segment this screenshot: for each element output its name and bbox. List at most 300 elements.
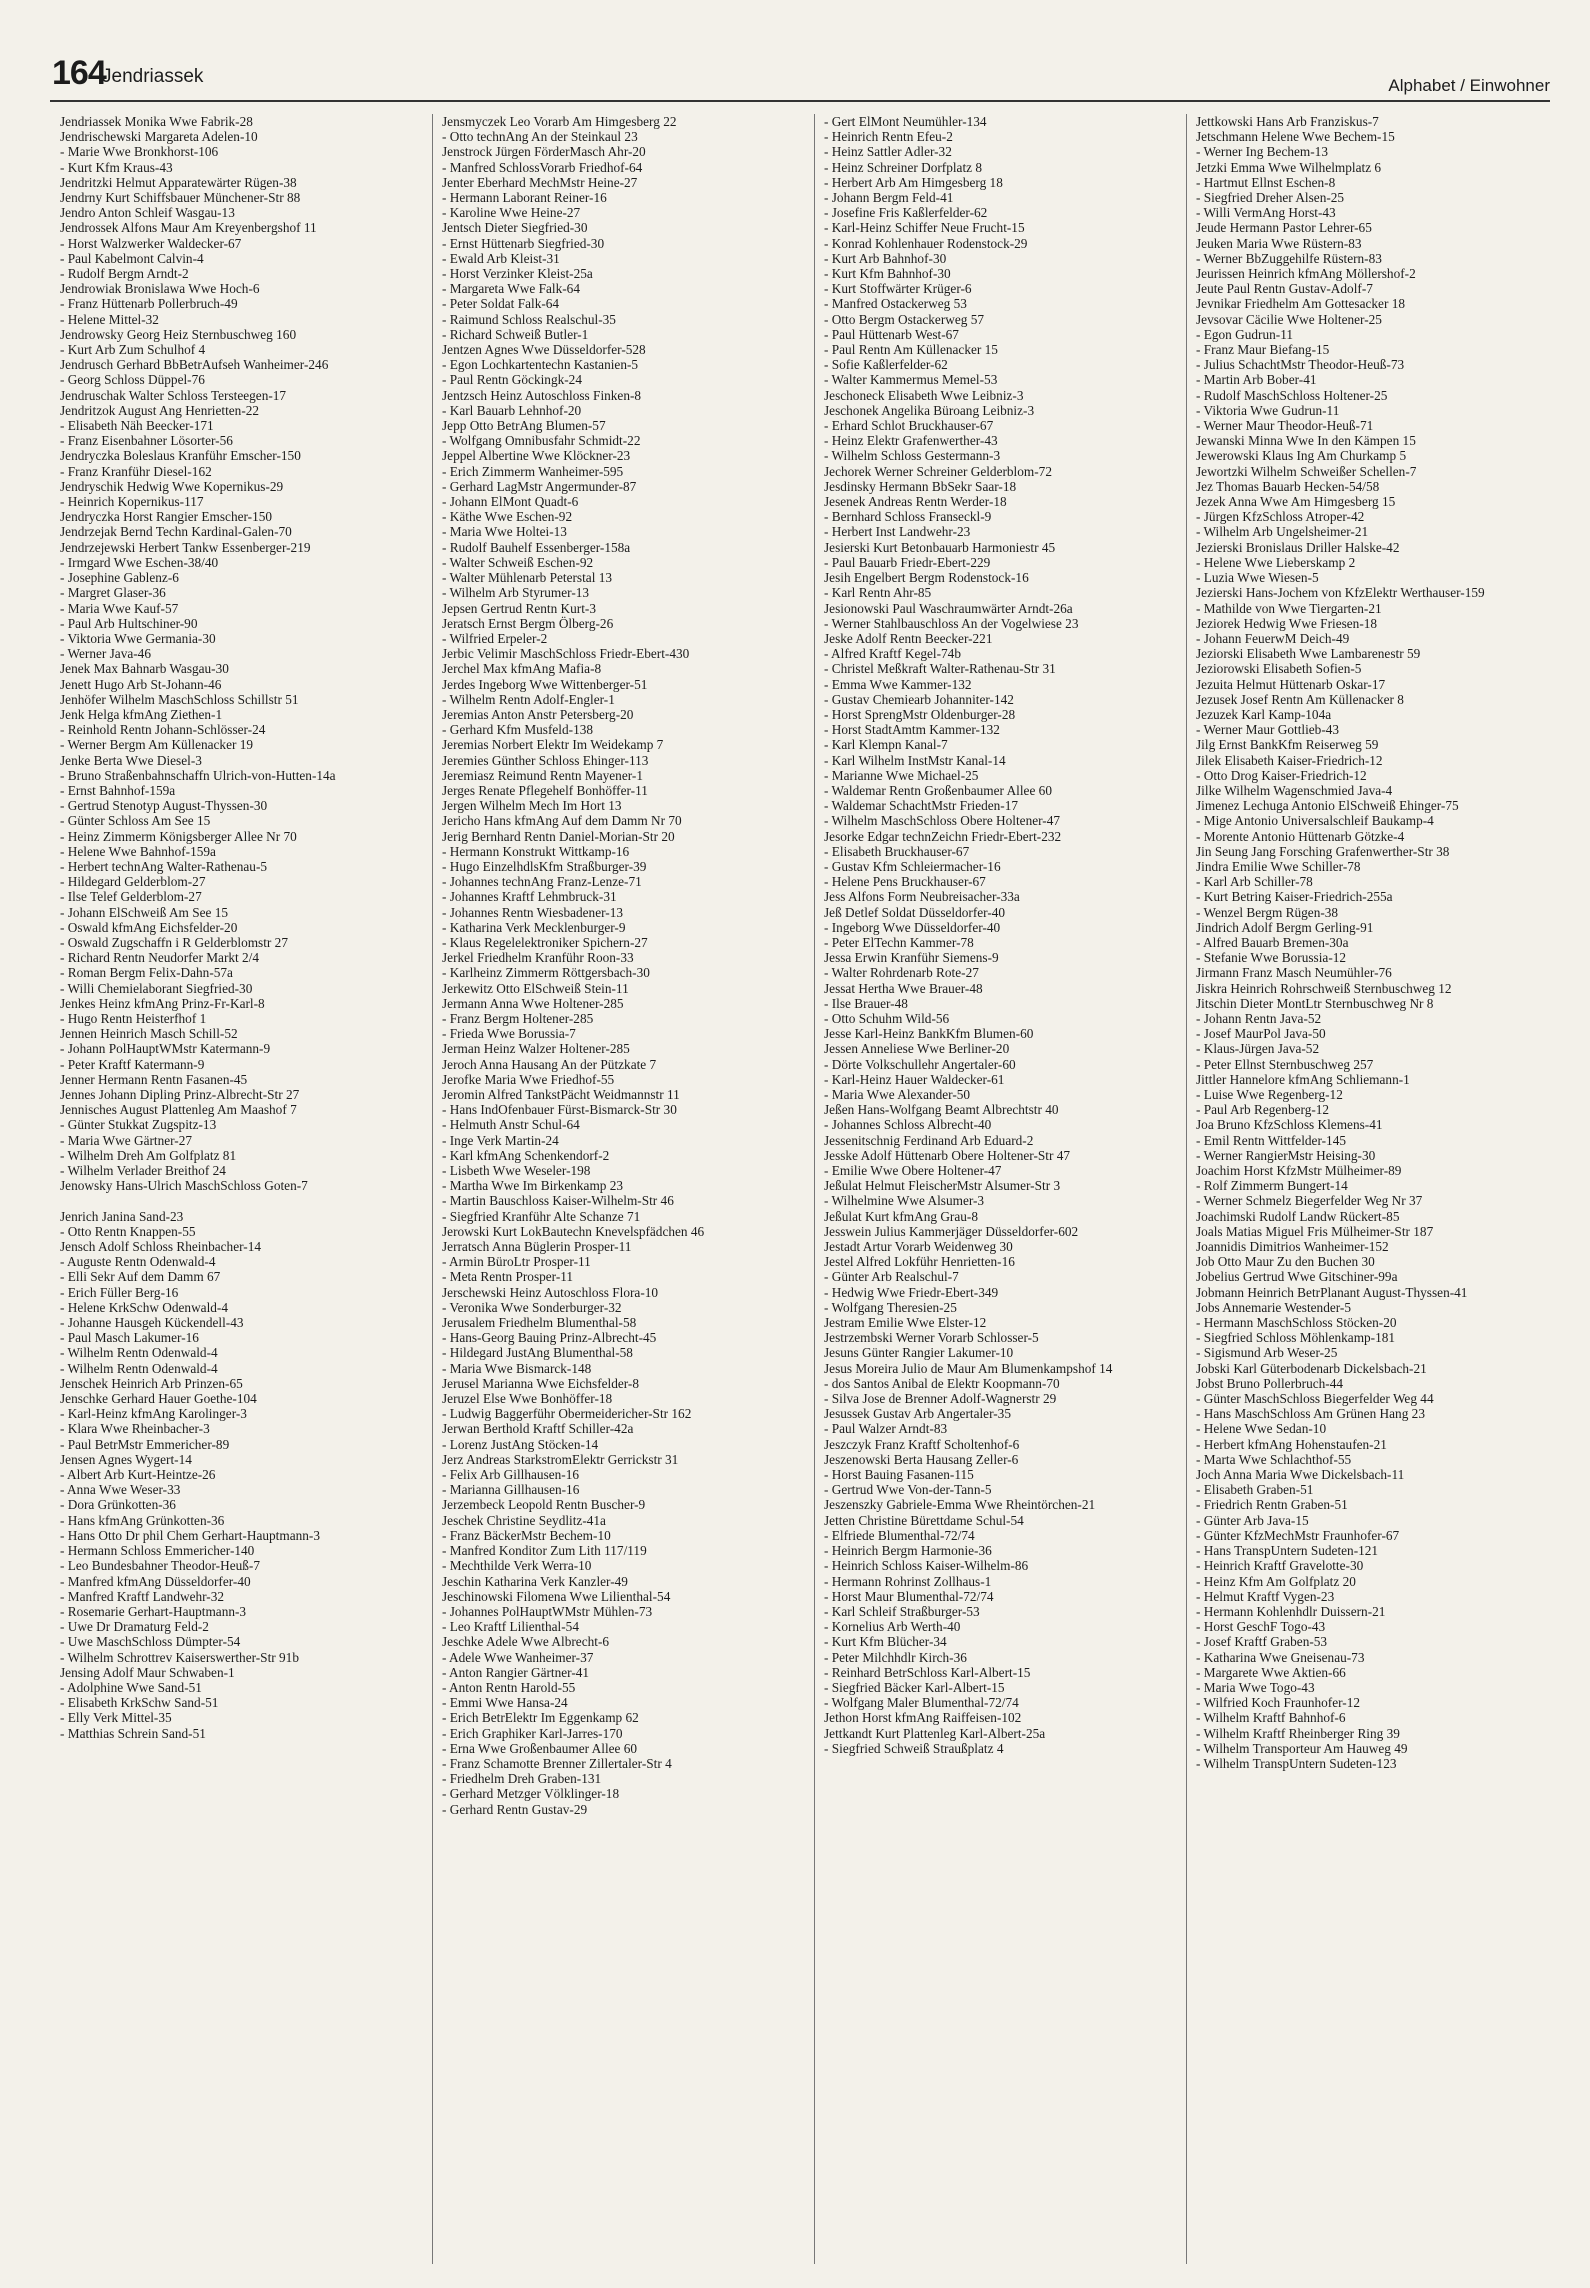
directory-entry: - Adolphine Wwe Sand-51 — [60, 1679, 202, 1695]
directory-entry: Jesus Moreira Julio de Maur Am Blumenkampshof 14 — [824, 1360, 1113, 1376]
directory-entry: Jeßulat Helmut FleischerMstr Alsumer-Str 3 — [824, 1178, 1061, 1194]
directory-entry: - Martin Arb Bober-41 — [1196, 372, 1317, 388]
directory-entry: Jenk Helga kfmAng Ziethen-1 — [60, 706, 223, 722]
directory-entry: Jendryczka Horst Rangier Emscher-150 — [60, 509, 273, 525]
directory-entry — [60, 1193, 416, 1208]
directory-entry: - Alfred Kraftf Kegel-74b — [824, 646, 961, 662]
directory-entry: Jeszenszky Gabriele-Emma Wwe Rheintörchen-21 — [824, 1497, 1096, 1513]
directory-entry: - Wilhelm MaschSchloss Obere Holtener-47 — [824, 813, 1061, 829]
directory-entry: - Sofie Kaßlerfelder-62 — [824, 357, 948, 373]
directory-entry: - Hermann Konstrukt Wittkamp-16 — [442, 843, 630, 859]
directory-entry: Jensing Adolf Maur Schwaben-1 — [60, 1664, 235, 1680]
directory-entry: - Werner Ing Bechem-13 — [1196, 144, 1328, 160]
directory-entry: - Irmgard Wwe Eschen-38/40 — [60, 554, 219, 570]
directory-entry: - Paul Masch Lakumer-16 — [60, 1330, 199, 1346]
directory-entry: - Martin Bauschloss Kaiser-Wilhelm-Str 46 — [442, 1193, 674, 1209]
directory-entry: Jez Thomas Bauarb Hecken-54/58 — [1196, 478, 1380, 494]
directory-entry: Jerusel Marianna Wwe Eichsfelder-8 — [442, 1375, 640, 1391]
directory-entry: - Paul Walzer Arndt-83 — [824, 1421, 948, 1437]
directory-entry: - Willi Chemielaborant Siegfried-30 — [60, 980, 253, 996]
directory-entry: - Käthe Wwe Eschen-92 — [442, 509, 573, 525]
directory-entry: - Rudolf Bauhelf Essenberger-158a — [442, 539, 631, 555]
directory-entry: Jittler Hannelore kfmAng Schliemann-1 — [1196, 1071, 1410, 1087]
directory-entry: - Gustav Kfm Schleiermacher-16 — [824, 858, 1001, 874]
directory-entry: - Katharina Verk Mecklenburger-9 — [442, 919, 626, 935]
directory-entry: Jentsch Dieter Siegfried-30 — [442, 220, 588, 236]
directory-entry: - Günter MaschSchloss Biegerfelder Weg 44 — [1196, 1391, 1434, 1407]
directory-entry: - Egon Gudrun-11 — [1196, 326, 1293, 342]
directory-entry: Jeßulat Kurt kfmAng Grau-8 — [824, 1208, 978, 1224]
directory-entry: - Peter Ellnst Sternbuschweg 257 — [1196, 1056, 1374, 1072]
directory-entry: - Mige Antonio Universalschleif Baukamp-4 — [1196, 813, 1434, 829]
directory-entry: - Wilhelmine Wwe Alsumer-3 — [824, 1193, 985, 1209]
directory-entry: - Gertrud Wwe Von-der-Tann-5 — [824, 1482, 992, 1498]
directory-entry: Jettkowski Hans Arb Franziskus-7 — [1196, 114, 1379, 129]
directory-entry: - Armin BüroLtr Prosper-11 — [442, 1254, 591, 1270]
directory-entry: - Luise Wwe Regenberg-12 — [1196, 1087, 1343, 1102]
directory-entry: - Hedwig Wwe Friedr-Ebert-349 — [824, 1284, 999, 1300]
directory-entry: - Wilhelm Arb Ungelsheimer-21 — [1196, 524, 1369, 540]
directory-entry: - Karlheinz Zimmerm Röttgersbach-30 — [442, 965, 650, 981]
directory-entry: - Erna Wwe Großenbaumer Allee 60 — [442, 1740, 638, 1756]
directory-entry: Jerusalem Friedhelm Blumenthal-58 — [442, 1315, 637, 1331]
directory-entry: Jetschmann Helene Wwe Bechem-15 — [1196, 129, 1395, 145]
directory-entry: - Karl Rentn Ahr-85 — [824, 585, 932, 601]
directory-entry: - Maria Wwe Bismarck-148 — [442, 1360, 592, 1376]
directory-entry: Jepp Otto BetrAng Blumen-57 — [442, 418, 606, 434]
directory-entry: - Reinhold Rentn Johann-Schlösser-24 — [60, 722, 266, 738]
directory-entry: - Inge Verk Martin-24 — [442, 1132, 559, 1148]
directory-entry: - Stefanie Wwe Borussia-12 — [1196, 950, 1347, 966]
directory-entry: Jerchel Max kfmAng Mafia-8 — [442, 661, 602, 677]
directory-entry: - Siegfried Bäcker Karl-Albert-15 — [824, 1679, 1005, 1695]
directory-entry: - Werner BbZuggehilfe Rüstern-83 — [1196, 250, 1382, 266]
directory-entry: - Horst StadtAmtm Kammer-132 — [824, 722, 1000, 738]
directory-entry: Jesuns Günter Rangier Lakumer-10 — [824, 1345, 1014, 1361]
directory-entry: - Herbert technAng Walter-Rathenau-5 — [60, 858, 268, 874]
directory-entry: - Hermann Kohlenhdlr Duissern-21 — [1196, 1603, 1386, 1619]
directory-entry: - Walter Kammermus Memel-53 — [824, 372, 998, 388]
directory-entry: Jendriassek Monika Wwe Fabrik-28 — [60, 114, 253, 129]
directory-entry: - Maria Wwe Togo-43 — [1196, 1679, 1315, 1695]
directory-entry: Jendrowiak Bronislawa Wwe Hoch-6 — [60, 281, 260, 297]
directory-entry: - Gert ElMont Neumühler-134 — [824, 114, 987, 129]
directory-entry: - Hermann Laborant Reiner-16 — [442, 190, 607, 206]
directory-entry: - Helene Wwe Sedan-10 — [1196, 1421, 1327, 1437]
directory-entry: - Horst GeschF Togo-43 — [1196, 1619, 1326, 1635]
directory-entry: Jenrich Janina Sand-23 — [60, 1208, 184, 1224]
directory-entry: Jerkel Friedhelm Kranführ Roon-33 — [442, 950, 634, 966]
directory-entry: Jendryczka Boleslaus Kranführ Emscher-150 — [60, 448, 301, 464]
directory-entry: Jenowsky Hans-Ulrich MaschSchloss Goten-7 — [60, 1178, 308, 1194]
directory-entry: - Hugo Rentn Heisterfhof 1 — [60, 1010, 207, 1026]
directory-entry: - Johannes Schloss Albrecht-40 — [824, 1117, 992, 1133]
directory-entry: - Siegfried Dreher Alsen-25 — [1196, 190, 1345, 206]
directory-entry: Joa Bruno KfzSchloss Klemens-41 — [1196, 1117, 1383, 1133]
directory-entry: - Wolfgang Maler Blumenthal-72/74 — [824, 1695, 1019, 1711]
directory-entry: - Wilhelm Rentn Odenwald-4 — [60, 1345, 218, 1361]
directory-entry: - Wilfried Koch Fraunhofer-12 — [1196, 1695, 1361, 1711]
directory-entry: - Johanne Hausgeh Kückendell-43 — [60, 1315, 244, 1331]
directory-entry: - Johann ElSchweiß Am See 15 — [60, 904, 229, 920]
section-label: Alphabet / Einwohner — [1388, 76, 1550, 95]
directory-entry: - Johann FeuerwM Deich-49 — [1196, 630, 1350, 646]
directory-entry: Jerzembeck Leopold Rentn Buscher-9 — [442, 1497, 646, 1513]
directory-entry: - Peter ElTechn Kammer-78 — [824, 934, 974, 950]
directory-entry: - Rosemarie Gerhart-Hauptmann-3 — [60, 1603, 247, 1619]
directory-entry: Jin Seung Jang Forsching Grafenwerther-Str 38 — [1196, 843, 1450, 859]
directory-entry: Jess Alfons Form Neubreisacher-33a — [824, 889, 1020, 905]
directory-entry: - Elisabeth KrkSchw Sand-51 — [60, 1695, 219, 1711]
directory-entry: - Walter Schweiß Eschen-92 — [442, 554, 594, 570]
directory-entry: - Paul Kabelmont Calvin-4 — [60, 250, 204, 266]
directory-entry: - Paul Arb Regenberg-12 — [1196, 1102, 1330, 1118]
directory-entry: Jitschin Dieter MontLtr Sternbuschweg Nr 8 — [1196, 995, 1434, 1011]
directory-entry: Joannidis Dimitrios Wanheimer-152 — [1196, 1239, 1389, 1255]
directory-entry: Jezierski Hans-Jochem von KfzElektr Werthauser-159 — [1196, 585, 1485, 601]
directory-entry: - Walter Mühlenarb Peterstal 13 — [442, 570, 613, 586]
directory-entry: - Auguste Rentn Odenwald-4 — [60, 1254, 216, 1270]
directory-entry: - Wilhelm TranspUntern Sudeten-123 — [1196, 1755, 1397, 1771]
directory-entry: Jezierski Bronislaus Driller Halske-42 — [1196, 539, 1400, 555]
directory-entry: - Heinz Kfm Am Golfplatz 20 — [1196, 1573, 1356, 1589]
directory-entry: - Wilhelm Schrottrev Kaiserswerther-Str 91b — [60, 1649, 299, 1665]
directory-entry: - Peter Kraftf Katermann-9 — [60, 1056, 205, 1072]
directory-entry: - Maria Wwe Alexander-50 — [824, 1087, 971, 1102]
directory-entry: - Karl-Heinz kfmAng Karolinger-3 — [60, 1406, 247, 1422]
directory-entry: Jepsen Gertrud Rentn Kurt-3 — [442, 600, 596, 616]
directory-entry: - Karoline Wwe Heine-27 — [442, 205, 581, 221]
directory-entry: - Horst Maur Blumenthal-72/74 — [824, 1588, 994, 1604]
directory-entry: - Otto Drog Kaiser-Friedrich-12 — [1196, 767, 1367, 783]
directory-entry: - Ernst Bahnhof-159a — [60, 782, 176, 798]
directory-entry: - Kurt Arb Bahnhof-30 — [824, 250, 947, 266]
directory-entry: - Günter KfzMechMstr Fraunhofer-67 — [1196, 1527, 1400, 1543]
directory-entry: - Maria Wwe Kauf-57 — [60, 600, 179, 616]
directory-entry: Jessa Erwin Kranführ Siemens-9 — [824, 950, 999, 966]
directory-entry: - Hugo EinzelhdlsKfm Straßburger-39 — [442, 858, 647, 874]
directory-entry: - Morente Antonio Hüttenarb Götzke-4 — [1196, 828, 1405, 844]
directory-entry: - Hans Otto Dr phil Chem Gerhart-Hauptmann-3 — [60, 1527, 320, 1543]
directory-entry: - Konrad Kohlenhauer Rodenstock-29 — [824, 235, 1028, 251]
directory-entry: - Johannes PolHauptWMstr Mühlen-73 — [442, 1603, 653, 1619]
directory-entry: - Franz Maur Biefang-15 — [1196, 342, 1330, 358]
directory-entry: Jeß Detlef Soldat Düsseldorfer-40 — [824, 904, 1006, 920]
directory-entry: - Johann Rentn Java-52 — [1196, 1010, 1322, 1026]
directory-entry: Jetten Christine Bürettdame Schul-54 — [824, 1512, 1024, 1528]
directory-entry: - Elisabeth Bruckhauser-67 — [824, 843, 970, 859]
directory-entry: Jestel Alfred Lokführ Henrietten-16 — [824, 1254, 1015, 1270]
directory-entry: - Ingeborg Wwe Düsseldorfer-40 — [824, 919, 1001, 935]
directory-entry: - Heinrich Kraftf Gravelotte-30 — [1196, 1558, 1364, 1574]
directory-entry: - Georg Schloss Düppel-76 — [60, 372, 205, 388]
directory-entry: Jeude Hermann Pastor Lehrer-65 — [1196, 220, 1372, 236]
directory-entry: Jentzsch Heinz Autoschloss Finken-8 — [442, 387, 642, 403]
directory-entry: - Maria Wwe Gärtner-27 — [60, 1132, 193, 1148]
directory-entry: Jobelius Gertrud Wwe Gitschiner-99a — [1196, 1269, 1398, 1285]
directory-entry: Jilke Wilhelm Wagenschmied Java-4 — [1196, 782, 1393, 798]
directory-entry: - Karl Bauarb Lehnhof-20 — [442, 402, 582, 418]
directory-entry: - Helene KrkSchw Odenwald-4 — [60, 1299, 229, 1315]
directory-entry: - Klaus Regelelektroniker Spichern-27 — [442, 934, 648, 950]
directory-entry: Jerofke Maria Wwe Friedhof-55 — [442, 1071, 615, 1087]
directory-entry: - Hermann Rohrinst Zollhaus-1 — [824, 1573, 992, 1589]
directory-entry: - Emilie Wwe Obere Holtener-47 — [824, 1163, 1002, 1179]
directory-entry: - Franz BäckerMstr Bechem-10 — [442, 1527, 611, 1543]
directory-entry: Jerbic Velimir MaschSchloss Friedr-Ebert-430 — [442, 646, 690, 662]
directory-entry: - Leo Kraftf Lilienthal-54 — [442, 1619, 579, 1635]
directory-entry: - Wilhelm Kraftf Bahnhof-6 — [1196, 1710, 1346, 1726]
directory-entry: Jennes Johann Dipling Prinz-Albrecht-Str 27 — [60, 1087, 300, 1102]
directory-entry: Joachimski Rudolf Landw Rückert-85 — [1196, 1208, 1400, 1224]
directory-entry: - Josef MaurPol Java-50 — [1196, 1026, 1326, 1042]
directory-entry: - Werner Stahlbauschloss An der Vogelwiese 23 — [824, 615, 1079, 631]
directory-entry: Jendrny Kurt Schiffsbauer Münchener-Str 88 — [60, 190, 301, 206]
directory-entry: - Johann ElMont Quadt-6 — [442, 494, 579, 510]
directory-entry: Jewanski Minna Wwe In den Kämpen 15 — [1196, 433, 1416, 449]
directory-entry: - Heinrich Kopernikus-117 — [60, 494, 204, 510]
directory-entry: - Marta Wwe Schlachthof-55 — [1196, 1451, 1352, 1467]
directory-entry: - Heinz Elektr Grafenwerther-43 — [824, 433, 998, 449]
directory-entry: - Uwe Dr Dramaturg Feld-2 — [60, 1619, 209, 1635]
directory-entry: - Horst SprengMstr Oldenburger-28 — [824, 706, 1016, 722]
directory-entry: - Karl kfmAng Schenkendorf-2 — [442, 1147, 610, 1163]
directory-entry: Job Otto Maur Zu den Buchen 30 — [1196, 1254, 1375, 1270]
directory-entry: - Marianne Wwe Michael-25 — [824, 767, 979, 783]
directory-entry: - Margareta Wwe Falk-64 — [442, 281, 580, 297]
directory-entry: Jethon Horst kfmAng Raiffeisen-102 — [824, 1710, 1022, 1726]
directory-entry: - Maria Wwe Holtei-13 — [442, 524, 567, 540]
directory-entry: - Franz Kranführ Diesel-162 — [60, 463, 212, 479]
directory-entry: - Heinrich Rentn Efeu-2 — [824, 129, 953, 145]
directory-entry: Jesorke Edgar technZeichn Friedr-Ebert-232 — [824, 828, 1062, 844]
directory-entry: - Hans MaschSchloss Am Grünen Hang 23 — [1196, 1406, 1425, 1422]
directory-entry: Jeschinowski Filomena Wwe Lilienthal-54 — [442, 1588, 671, 1604]
directory-entry: - Viktoria Wwe Gudrun-11 — [1196, 402, 1340, 418]
directory-entry: - Franz Schamotte Brenner Zillertaler-Str 4 — [442, 1755, 672, 1771]
directory-entry: Jeziorowski Elisabeth Sofien-5 — [1196, 661, 1362, 677]
directory-column-2 — [442, 114, 798, 2264]
directory-entry: - Emma Wwe Kammer-132 — [824, 676, 972, 692]
directory-entry: - Ernst Hüttenarb Siegfried-30 — [442, 235, 605, 251]
directory-entry: - Paul Hüttenarb West-67 — [824, 326, 959, 342]
directory-entry: Jeppel Albertine Wwe Klöckner-23 — [442, 448, 631, 464]
directory-entry: - Franz Eisenbahner Lösorter-56 — [60, 433, 233, 449]
directory-entry: - Oswald kfmAng Eichsfelder-20 — [60, 919, 238, 935]
directory-entry: Jewortzki Wilhelm Schweißer Schellen-7 — [1196, 463, 1417, 479]
directory-entry: - Waldemar SchachtMstr Frieden-17 — [824, 798, 1019, 814]
directory-entry: - Herbert Inst Landwehr-23 — [824, 524, 971, 540]
directory-entry: - Herbert kfmAng Hohenstaufen-21 — [1196, 1436, 1387, 1452]
directory-entry: Jericho Hans kfmAng Auf dem Damm Nr 70 — [442, 813, 682, 829]
directory-entry: Jezuita Helmut Hüttenarb Oskar-17 — [1196, 676, 1386, 692]
directory-entry: Jendrossek Alfons Maur Am Kreyenbergshof 11 — [60, 220, 317, 236]
directory-entry: Jentzen Agnes Wwe Düsseldorfer-528 — [442, 342, 646, 358]
directory-entry: - Wilhelm Transporteur Am Hauweg 49 — [1196, 1740, 1408, 1756]
directory-entry: - Otto Rentn Knappen-55 — [60, 1223, 196, 1239]
directory-entry: - Josef Kraftf Graben-53 — [1196, 1634, 1328, 1650]
directory-entry: Jesierski Kurt Betonbauarb Harmoniestr 45 — [824, 539, 1056, 555]
directory-entry: Jeschin Katharina Verk Kanzler-49 — [442, 1573, 628, 1589]
directory-entry: - Kurt Kfm Bahnhof-30 — [824, 266, 951, 282]
directory-entry: Jennen Heinrich Masch Schill-52 — [60, 1026, 238, 1042]
directory-entry: Jindrich Adolf Bergm Gerling-91 — [1196, 919, 1374, 935]
directory-entry: - Wenzel Bergm Rügen-38 — [1196, 904, 1339, 920]
directory-entry: - Werner Maur Theodor-Heuß-71 — [1196, 418, 1374, 434]
directory-entry: - Oswald Zugschaffn i R Gelderblomstr 27 — [60, 934, 288, 950]
directory-entry: Jeske Adolf Rentn Beecker-221 — [824, 630, 993, 646]
directory-entry: - Marianna Gillhausen-16 — [442, 1482, 580, 1498]
directory-entry: - Katharina Wwe Gneisenau-73 — [1196, 1649, 1365, 1665]
directory-entry: - Klaus-Jürgen Java-52 — [1196, 1041, 1320, 1057]
directory-entry: - Karl Schleif Straßburger-53 — [824, 1603, 980, 1619]
directory-entry: - Manfred SchlossVorarb Friedhof-64 — [442, 159, 643, 175]
directory-entry: - Viktoria Wwe Germania-30 — [60, 630, 216, 646]
directory-entry: - Wilhelm Verlader Breithof 24 — [60, 1163, 226, 1179]
directory-entry: Jensch Adolf Schloss Rheinbacher-14 — [60, 1239, 261, 1255]
directory-entry: - Anton Rangier Gärtner-41 — [442, 1664, 590, 1680]
directory-entry: - dos Santos Anibal de Elektr Koopmann-70 — [824, 1375, 1060, 1391]
directory-entry: - Ewald Arb Kleist-31 — [442, 250, 560, 266]
directory-entry: - Heinrich Schloss Kaiser-Wilhelm-86 — [824, 1558, 1029, 1574]
directory-entry: Jeremias Norbert Elektr Im Weidekamp 7 — [442, 737, 664, 753]
directory-entry: Joachim Horst KfzMstr Mülheimer-89 — [1196, 1163, 1402, 1179]
directory-entry: - Gerhard Kfm Musfeld-138 — [442, 722, 594, 738]
directory-entry: - Kurt Kfm Blücher-34 — [824, 1634, 947, 1650]
directory-entry: Jergen Wilhelm Mech Im Hort 13 — [442, 798, 622, 814]
directory-entry: Jenett Hugo Arb St-Johann-46 — [60, 676, 222, 692]
directory-entry: - Elly Verk Mittel-35 — [60, 1710, 172, 1726]
directory-entry: - Josefine Fris Kaßlerfelder-62 — [824, 205, 988, 221]
directory-entry: - Paul Arb Hultschiner-90 — [60, 615, 198, 631]
page-header — [50, 48, 1550, 100]
directory-entry: Jobmann Heinrich BetrPlanant August-Thyssen-41 — [1196, 1284, 1468, 1300]
directory-entry: - Gertrud Stenotyp August-Thyssen-30 — [60, 798, 268, 814]
directory-entry: - Franz Hüttenarb Pollerbruch-49 — [60, 296, 238, 312]
directory-entry: Jesske Adolf Hüttenarb Obere Holtener-Str 47 — [824, 1147, 1071, 1163]
directory-entry: Jeszenowski Berta Hausang Zeller-6 — [824, 1451, 1019, 1467]
directory-entry: Jenhöfer Wilhelm MaschSchloss Schillstr 51 — [60, 691, 299, 707]
directory-entry: Jestadt Artur Vorarb Weidenweg 30 — [824, 1239, 1013, 1255]
directory-entry: - Marie Wwe Bronkhorst-106 — [60, 144, 219, 160]
directory-entry: Jenkes Heinz kfmAng Prinz-Fr-Karl-8 — [60, 995, 265, 1011]
directory-entry: - Elli Sekr Auf dem Damm 67 — [60, 1269, 221, 1285]
directory-entry: - Silva Jose de Brenner Adolf-Wagnerstr 29 — [824, 1391, 1057, 1407]
directory-entry: - Erich Zimmerm Wanheimer-595 — [442, 463, 624, 479]
directory-entry: Jesdinsky Hermann BbSekr Saar-18 — [824, 478, 1017, 494]
directory-entry: - Kurt Betring Kaiser-Friedrich-255a — [1196, 889, 1393, 905]
directory-entry: Jesussek Gustav Arb Angertaler-35 — [824, 1406, 1011, 1422]
directory-entry: - Bernhard Schloss Franseckl-9 — [824, 509, 992, 525]
directory-entry: - Rolf Zimmerm Bungert-14 — [1196, 1178, 1348, 1194]
directory-entry: - Siegfried Kranführ Alte Schanze 71 — [442, 1208, 641, 1224]
column-divider — [814, 114, 815, 2264]
directory-entry: Jeschek Christine Seydlitz-41a — [442, 1512, 606, 1528]
directory-entry: - Gustav Chemiearb Johanniter-142 — [824, 691, 1014, 707]
directory-entry: Jeurissen Heinrich kfmAng Möllershof-2 — [1196, 266, 1416, 282]
directory-entry: - Heinz Schreiner Dorfplatz 8 — [824, 159, 983, 175]
directory-entry: - Reinhard BetrSchloss Karl-Albert-15 — [824, 1664, 1031, 1680]
directory-entry: - Horst Walzwerker Waldecker-67 — [60, 235, 242, 251]
directory-entry: - Johannes technAng Franz-Lenze-71 — [442, 874, 642, 890]
directory-entry: - Albert Arb Kurt-Heintze-26 — [60, 1467, 216, 1483]
directory-entry: - Meta Rentn Prosper-11 — [442, 1269, 574, 1285]
directory-entry: - Helene Pens Bruckhauser-67 — [824, 874, 986, 890]
directory-entry: - Emil Rentn Wittfelder-145 — [1196, 1132, 1346, 1148]
directory-entry: - Dörte Volkschullehr Angertaler-60 — [824, 1056, 1016, 1072]
directory-entry: Jendrzejewski Herbert Tankw Essenberger-219 — [60, 539, 311, 555]
directory-entry: - Heinz Zimmerm Königsberger Allee Nr 70 — [60, 828, 297, 844]
directory-entry: - Hans kfmAng Grünkotten-36 — [60, 1512, 225, 1528]
directory-entry: - Helene Mittel-32 — [60, 311, 159, 327]
directory-entry: Jettkandt Kurt Plattenleg Karl-Albert-25a — [824, 1725, 1046, 1741]
running-head: Jendriassek — [102, 66, 204, 87]
directory-entry: - Peter Soldat Falk-64 — [442, 296, 560, 312]
directory-entry: Jermann Anna Wwe Holtener-285 — [442, 995, 624, 1011]
directory-entry: - Werner Schmelz Biegerfelder Weg Nr 37 — [1196, 1193, 1423, 1209]
directory-entry: Jeroch Anna Hausang An der Pützkate 7 — [442, 1056, 657, 1072]
directory-entry: Joals Matias Miguel Fris Mülheimer-Str 187 — [1196, 1223, 1434, 1239]
directory-entry: Jerschewski Heinz Autoschloss Flora-10 — [442, 1284, 659, 1300]
directory-entry: - Ilse Telef Gelderblom-27 — [60, 889, 202, 905]
directory-entry: - Leo Bundesbahner Theodor-Heuß-7 — [60, 1558, 260, 1574]
directory-entry: - Helmuth Anstr Schul-64 — [442, 1117, 580, 1133]
directory-entry: - Erhard Schlot Bruckhauser-67 — [824, 418, 994, 434]
directory-entry: - Otto Bergm Ostackerweg 57 — [824, 311, 985, 327]
directory-entry: - Erich Füller Berg-16 — [60, 1284, 179, 1300]
directory-entry: Jendrowsky Georg Heiz Sternbuschweg 160 — [60, 326, 297, 342]
directory-entry: - Mechthilde Verk Werra-10 — [442, 1558, 592, 1574]
directory-entry: - Matthias Schrein Sand-51 — [60, 1725, 206, 1741]
directory-entry: Jerkewitz Otto ElSchweiß Stein-11 — [442, 980, 629, 996]
directory-entry: Jesenek Andreas Rentn Werder-18 — [824, 494, 1007, 510]
directory-entry: Jeremiasz Reimund Rentn Mayener-1 — [442, 767, 643, 783]
directory-entry: - Hartmut Ellnst Eschen-8 — [1196, 174, 1336, 190]
directory-entry: - Johann Bergm Feld-41 — [824, 190, 954, 206]
directory-entry: - Heinz Sattler Adler-32 — [824, 144, 952, 160]
directory-entry: - Wilhelm Schloss Gestermann-3 — [824, 448, 1001, 464]
directory-entry: Jenek Max Bahnarb Wasgau-30 — [60, 661, 229, 677]
directory-entry: - Ilse Brauer-48 — [824, 995, 908, 1011]
directory-entry: - Johann PolHauptWMstr Katermann-9 — [60, 1041, 271, 1057]
directory-entry: Jobst Bruno Pollerbruch-44 — [1196, 1375, 1343, 1391]
directory-entry: - Ludwig Baggerführ Obermeidericher-Str 162 — [442, 1406, 692, 1422]
directory-entry: Jiskra Heinrich Rohrschweiß Sternbuschweg 12 — [1196, 980, 1452, 996]
directory-entry: - Karl Wilhelm InstMstr Kanal-14 — [824, 752, 1006, 768]
directory-entry: Jerdes Ingeborg Wwe Wittenberger-51 — [442, 676, 648, 692]
directory-entry: - Kurt Kfm Kraus-43 — [60, 159, 173, 175]
directory-entry: - Richard Rentn Neudorfer Markt 2/4 — [60, 950, 260, 966]
directory-entry: Jeruzel Else Wwe Bonhöffer-18 — [442, 1391, 613, 1407]
directory-entry: - Willi VermAng Horst-43 — [1196, 205, 1336, 221]
directory-entry: - Horst Bauing Fasanen-115 — [824, 1467, 974, 1483]
directory-entry: Jewerowski Klaus Ing Am Churkamp 5 — [1196, 448, 1407, 464]
directory-entry: - Adele Wwe Wanheimer-37 — [442, 1649, 594, 1665]
directory-entry: - Erich Graphiker Karl-Jarres-170 — [442, 1725, 623, 1741]
directory-entry: - Günter Schloss Am See 15 — [60, 813, 211, 829]
directory-entry: - Mathilde von Wwe Tiergarten-21 — [1196, 600, 1382, 616]
directory-entry: - Wolfgang Omnibusfahr Schmidt-22 — [442, 433, 641, 449]
directory-entry: Jezusek Josef Rentn Am Küllenacker 8 — [1196, 691, 1404, 707]
directory-entry: - Elfriede Blumenthal-72/74 — [824, 1527, 975, 1543]
directory-entry: - Margret Glaser-36 — [60, 585, 166, 601]
directory-entry: Jezuzek Karl Kamp-104a — [1196, 706, 1332, 722]
directory-entry: Jenter Eberhard MechMstr Heine-27 — [442, 174, 638, 190]
directory-entry: Jeute Paul Rentn Gustav-Adolf-7 — [1196, 281, 1373, 297]
directory-entry: - Jürgen KfzSchloss Atroper-42 — [1196, 509, 1365, 525]
directory-entry: - Gerhard Metzger Völklinger-18 — [442, 1786, 620, 1802]
directory-entry: Jerz Andreas StarkstromElektr Gerrickstr 31 — [442, 1451, 679, 1467]
